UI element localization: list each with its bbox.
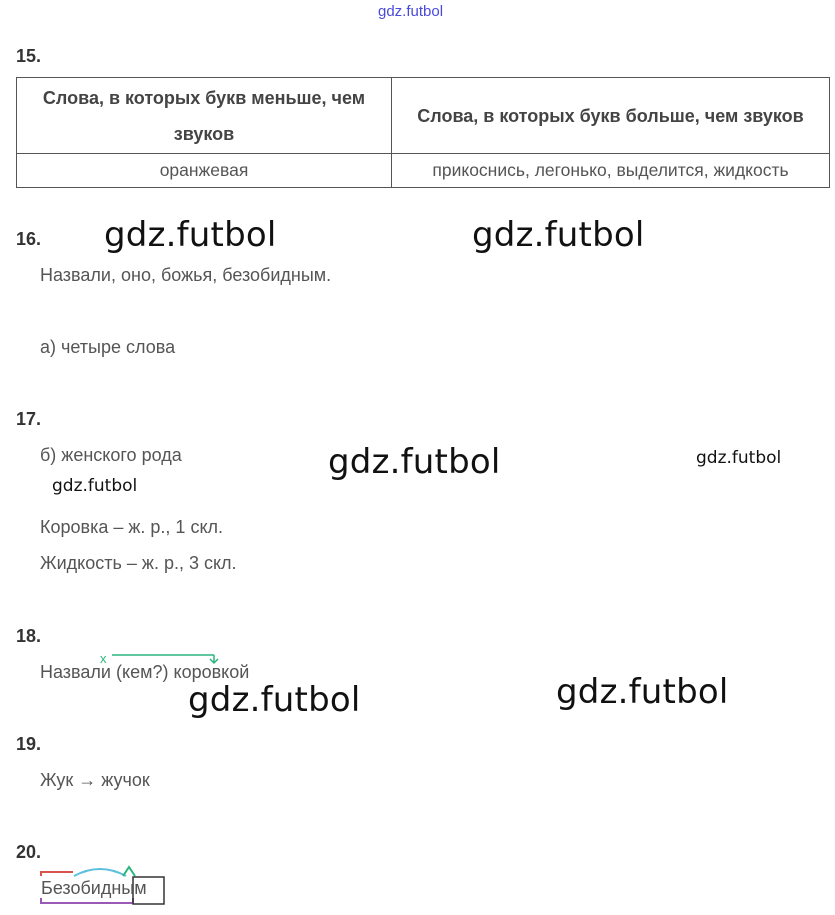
task-17-number: 17. <box>16 409 42 429</box>
main-word-cross-icon: x <box>100 651 107 666</box>
task-16-number: 16. <box>16 229 42 249</box>
suffix-mark <box>123 867 135 876</box>
task-17-line-2: Коровка – ж. р., 1 скл. <box>40 517 224 537</box>
word-ending: ым <box>121 878 147 898</box>
watermark: gdz.futbol <box>556 672 729 712</box>
watermark-top: gdz.futbol <box>378 3 444 20</box>
table-cell-1: оранжевая <box>17 154 392 188</box>
task-20-word <box>41 878 147 899</box>
watermark: gdz.futbol <box>188 680 361 720</box>
table-cell-2: прикоснись, легонько, выделится, жидкость <box>392 154 830 188</box>
task-19-text: Жук → жучок <box>40 770 150 790</box>
task-20-number: 20. <box>16 842 42 862</box>
dependent-word: коровкой <box>173 662 250 682</box>
table-row <box>17 154 830 188</box>
watermark: gdz.futbol <box>328 442 501 482</box>
prefix-mark <box>41 872 73 876</box>
watermark-small: gdz.futbol <box>52 476 138 496</box>
question-word: (кем?) <box>116 662 169 682</box>
word-stem: Безобидн <box>41 878 122 898</box>
task-18-number: 18. <box>16 626 42 646</box>
task-19-number: 19. <box>16 734 42 754</box>
table-header-row <box>17 78 830 154</box>
task-17-line-1: б) женского рода <box>40 445 182 465</box>
main-word: Назвали <box>40 662 111 682</box>
task-15-number: 15. <box>16 46 42 66</box>
task-17-line-3: Жидкость – ж. р., 3 скл. <box>40 553 237 573</box>
task-15-table <box>16 77 830 188</box>
watermark: gdz.futbol <box>472 215 645 255</box>
watermark-small: gdz.futbol <box>696 448 782 468</box>
root-arc <box>74 869 126 876</box>
task-16-line-2: а) четыре слова <box>40 337 176 357</box>
table-header-cell-1: Слова, в которых букв меньше, чем звуков <box>17 78 392 154</box>
watermark: gdz.futbol <box>104 215 277 255</box>
table-header-cell-2: Слова, в которых букв больше, чем звуков <box>392 78 830 154</box>
task-16-line-1: Назвали, оно, божья, безобидным. <box>40 265 332 285</box>
